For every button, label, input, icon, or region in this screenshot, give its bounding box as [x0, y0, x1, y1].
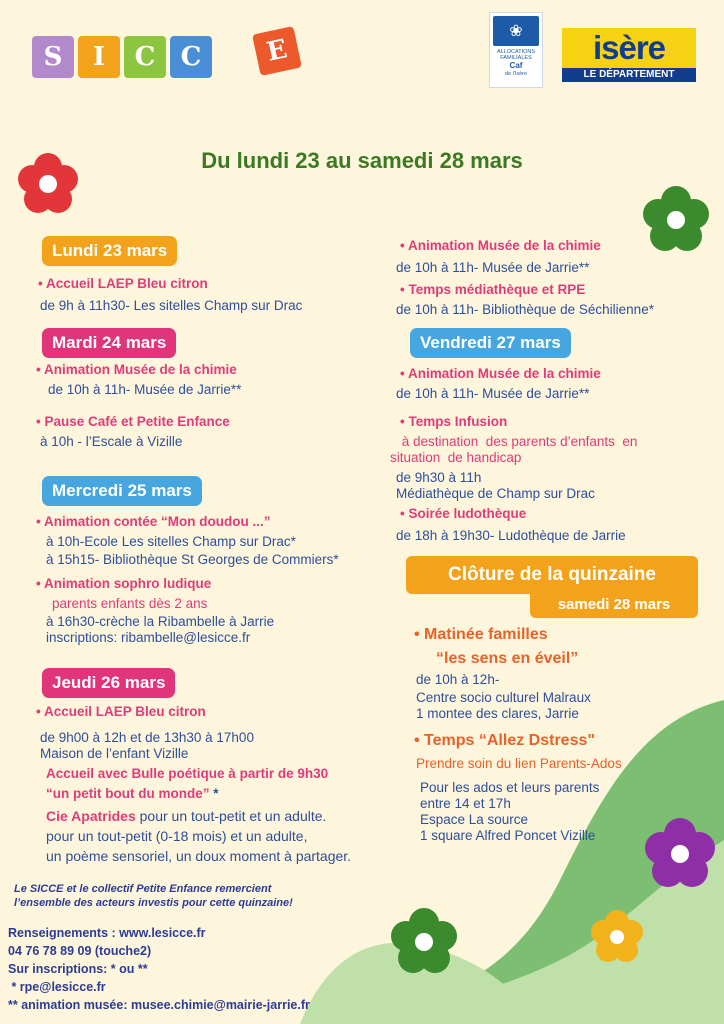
- thursday-activity-1-title: • Accueil LAEP Bleu citron: [36, 704, 206, 719]
- thursday-activity-2-line-3: un poème sensoriel, un doux moment à partager.: [46, 848, 352, 864]
- footer-registration: Sur inscriptions: * ou **: [8, 962, 148, 976]
- thursday-company-rest: pour un tout-petit et un adulte.: [135, 808, 327, 824]
- wednesday-activity-1-title: • Animation contée “Mon doudou ...”: [36, 514, 271, 529]
- logo-letter-c1: C: [124, 36, 166, 78]
- caf-line3: Caf: [509, 61, 523, 70]
- thursday-activity-2-line-1: [46, 808, 326, 824]
- thursday-activity-2-star: *: [213, 786, 219, 801]
- cloture-event-2-subtitle: Prendre soin du lien Parents-Ados: [416, 756, 622, 771]
- thanks-note: [14, 882, 293, 910]
- day-pill-thursday: Jeudi 26 mars: [42, 668, 175, 698]
- thursday-right-activity-1-title: • Animation Musée de la chimie: [400, 238, 601, 253]
- footer-phone: 04 76 78 89 09 (touche2): [8, 944, 152, 958]
- cloture-event-2-detail-4: 1 square Alfred Poncet Vizille: [420, 828, 596, 843]
- tuesday-activity-1-title: • Animation Musée de la chimie: [36, 362, 237, 377]
- day-pill-wednesday: Mercredi 25 mars: [42, 476, 202, 506]
- thursday-right-activity-2-detail: de 10h à 11h- Bibliothèque de Séchilienne*: [396, 302, 654, 317]
- wednesday-activity-2-title-text: Animation sophro ludique: [43, 576, 212, 591]
- friday-activity-3-title-text: Soirée ludothèque: [408, 506, 527, 521]
- day-pill-monday: Lundi 23 mars: [42, 236, 177, 266]
- cloture-event-1-detail-3: 1 montee des clares, Jarrie: [416, 706, 579, 721]
- friday-activity-2-detail-2: Médiathèque de Champ sur Drac: [396, 486, 595, 501]
- friday-activity-2-title-text: Temps Infusion: [408, 414, 508, 429]
- cloture-event-2-detail-3: Espace La source: [420, 812, 529, 827]
- cloture-event-2-detail-1: Pour les ados et leurs parents: [420, 780, 600, 795]
- thursday-activity-2-title-2-text: “un petit bout du monde”: [46, 786, 210, 801]
- isere-name: isère: [562, 28, 696, 68]
- monday-activity-1-title: • Accueil LAEP Bleu citron: [38, 276, 208, 291]
- cloture-event-1-detail-2: Centre socio culturel Malraux: [416, 690, 591, 705]
- cloture-event-2-title: • Temps “Allez Dstress": [414, 732, 595, 749]
- friday-activity-2-subtitle-1: à destination des parents d’enfants en: [398, 434, 638, 449]
- thursday-company-name: Cie Apatrides: [46, 808, 136, 824]
- friday-activity-1-detail: de 10h à 11h- Musée de Jarrie**: [396, 386, 590, 401]
- logo-letter-c2: C: [170, 36, 212, 78]
- cloture-event-2-title-text: Temps “Allez Dstress": [424, 732, 595, 749]
- monday-activity-1-detail: de 9h à 11h30- Les sitelles Champ sur Drac: [40, 298, 303, 313]
- green-flower-icon: [636, 180, 716, 260]
- footer-rpe-email: * rpe@lesicce.fr: [8, 980, 106, 994]
- yellow-flower-icon: [586, 906, 648, 968]
- thursday-right-activity-2-title-text: Temps médiathèque et RPE: [408, 282, 586, 297]
- caf-emblem-icon: ❀: [493, 16, 539, 46]
- friday-activity-3-title: • Soirée ludothèque: [400, 506, 527, 521]
- isere-subtitle: LE DÉPARTEMENT: [562, 68, 696, 82]
- wednesday-activity-1-title-text: Animation contée “Mon doudou ...”: [43, 514, 271, 529]
- tuesday-activity-1-title-text: Animation Musée de la chimie: [43, 362, 237, 377]
- cloture-event-2-detail-2: entre 14 et 17h: [420, 796, 511, 811]
- footer-museum-email: ** animation musée: musee.chimie@mairie-jarrie.fr: [8, 998, 310, 1012]
- wednesday-activity-2-subtitle: parents enfants dès 2 ans: [52, 596, 208, 611]
- dark-green-flower-icon: [384, 902, 464, 982]
- tuesday-activity-2-title-text: Pause Café et Petite Enfance: [44, 414, 230, 429]
- thursday-right-activity-1-detail: de 10h à 11h- Musée de Jarrie**: [396, 260, 590, 275]
- thursday-activity-2-title-1: Accueil avec Bulle poétique à partir de 9h30: [46, 766, 329, 781]
- thursday-activity-2-line-2: pour un tout-petit (0-18 mois) et un adulte,: [46, 828, 308, 844]
- cloture-title: Clôture de la quinzaine: [406, 556, 698, 594]
- friday-activity-2-subtitle-2: situation de handicap: [390, 450, 522, 465]
- wednesday-activity-1-detail-1: à 10h-Ecole Les sitelles Champ sur Drac*: [46, 534, 296, 549]
- caf-line1: ALLOCATIONS: [496, 49, 536, 55]
- caf-line2: FAMILIALES: [500, 55, 532, 61]
- cloture-event-1-title-2: “les sens en éveil”: [436, 650, 579, 667]
- thursday-activity-2-title-2: [46, 786, 219, 801]
- wednesday-activity-2-detail-1: à 16h30-crèche la Ribambelle à Jarrie: [46, 614, 275, 629]
- friday-activity-3-detail: de 18h à 19h30- Ludothèque de Jarrie: [396, 528, 626, 543]
- cloture-date: samedi 28 mars: [530, 590, 698, 618]
- friday-activity-1-title-text: Animation Musée de la chimie: [407, 366, 601, 381]
- caf-logo: [489, 12, 543, 88]
- tuesday-activity-2-title: • Pause Café et Petite Enfance: [36, 414, 230, 429]
- cloture-event-1-title-1: • Matinée familles: [414, 626, 548, 643]
- cloture-event-1-detail-1: de 10h à 12h-: [416, 672, 500, 687]
- purple-flower-icon: [638, 812, 722, 896]
- thanks-line-1: Le SICCE et le collectif Petite Enfance remercient: [14, 883, 272, 895]
- thursday-activity-1-title-text: Accueil LAEP Bleu citron: [43, 704, 206, 719]
- logo-letter-i: I: [78, 36, 120, 78]
- thursday-right-activity-1-title-text: Animation Musée de la chimie: [407, 238, 601, 253]
- footer-info-line: Renseignements : www.lesicce.fr: [8, 926, 206, 940]
- isere-logo: [562, 28, 696, 84]
- page-title: Du lundi 23 au samedi 28 mars: [201, 148, 523, 173]
- tuesday-activity-1-detail: de 10h à 11h- Musée de Jarrie**: [48, 382, 242, 397]
- wednesday-activity-1-detail-2: à 15h15- Bibliothèque St Georges de Commiers*: [46, 552, 339, 567]
- day-pill-tuesday: Mardi 24 mars: [42, 328, 176, 358]
- logo-letter-s: S: [32, 36, 74, 78]
- monday-activity-1-title-text: Accueil LAEP Bleu citron: [45, 276, 208, 291]
- wednesday-activity-2-detail-2: inscriptions: ribambelle@lesicce.fr: [46, 630, 251, 645]
- friday-activity-1-title: • Animation Musée de la chimie: [400, 366, 601, 381]
- thursday-right-activity-2-title: • Temps médiathèque et RPE: [400, 282, 586, 297]
- wednesday-activity-2-title: • Animation sophro ludique: [36, 576, 212, 591]
- tuesday-activity-2-detail: à 10h - l’Escale à Vizille: [40, 434, 183, 449]
- friday-activity-2-title: • Temps Infusion: [400, 414, 508, 429]
- cloture-event-1-title-1-text: Matinée familles: [424, 626, 548, 643]
- day-pill-friday: Vendredi 27 mars: [410, 328, 571, 358]
- logo-letter-e: E: [252, 26, 302, 76]
- caf-line4: de l'Isère: [504, 71, 528, 77]
- thanks-line-2: l’ensemble des acteurs investis pour cette quinzaine!: [14, 897, 293, 909]
- thursday-activity-1-detail-1: de 9h00 à 12h et de 13h30 à 17h00: [40, 730, 254, 745]
- thursday-activity-1-detail-2: Maison de l’enfant Vizille: [40, 746, 189, 761]
- friday-activity-2-detail-1: de 9h30 à 11h: [396, 470, 482, 485]
